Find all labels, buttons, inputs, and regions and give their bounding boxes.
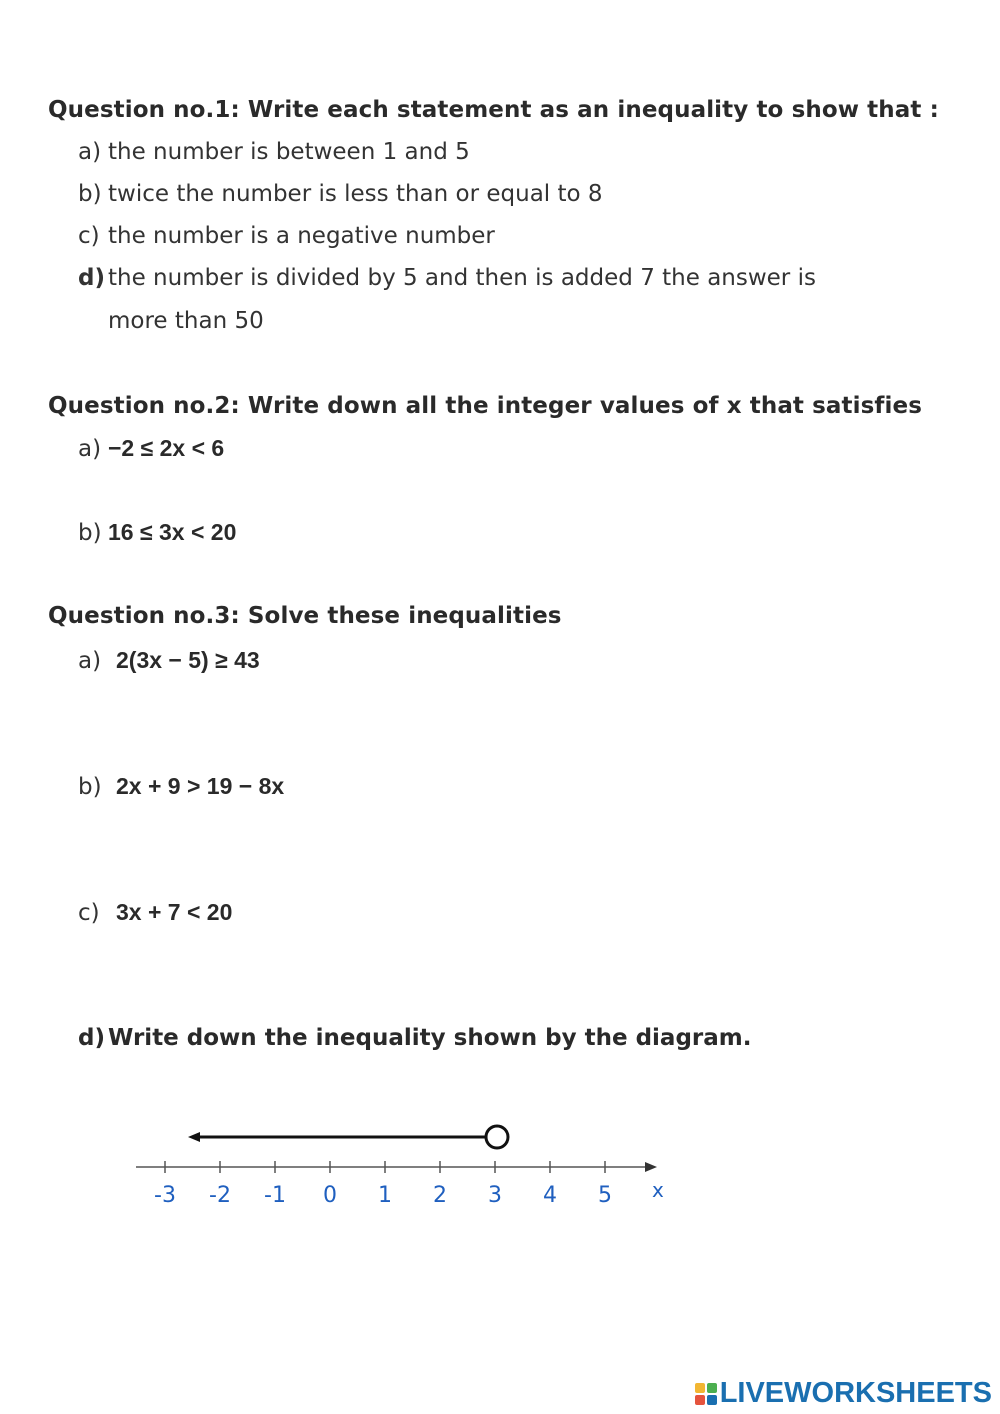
item-label: c) (78, 900, 100, 926)
item-text: 2(3x − 5) ≥ 43 (116, 647, 260, 673)
question-3-heading: Question no.3: Solve these inequalities (48, 603, 562, 629)
tick-label: -3 (154, 1183, 176, 1208)
q2-item-b (78, 519, 236, 546)
item-text: −2 ≤ 2x < 6 (108, 435, 225, 461)
liveworksheets-logo (695, 1377, 992, 1410)
item-label: a) (78, 648, 102, 674)
q1-item-a (78, 139, 470, 165)
item-text: the number is a negative number (108, 223, 495, 249)
item-label: b) (78, 774, 102, 800)
item-label: a) (78, 139, 102, 165)
q1-item-d-continuation: more than 50 (108, 308, 264, 334)
number-line-diagram (130, 1115, 690, 1225)
tick-label: 3 (488, 1183, 502, 1208)
item-label: c) (78, 223, 100, 249)
q3-item-d (78, 1025, 751, 1051)
item-text: 16 ≤ 3x < 20 (108, 519, 237, 545)
item-label: b) (78, 181, 102, 207)
axis-label: x (652, 1178, 664, 1202)
item-label: b) (78, 520, 102, 546)
tick-label: 2 (433, 1183, 447, 1208)
tick-label: 5 (598, 1183, 612, 1208)
ray-arrowhead-left (188, 1132, 200, 1142)
tick-label: -2 (209, 1183, 231, 1208)
q2-item-a (78, 435, 224, 462)
item-label: d) (78, 265, 105, 291)
ticks-group (154, 1161, 612, 1208)
tick-label: 4 (543, 1183, 557, 1208)
question-1-heading: Question no.1: Write each statement as an inequality to show that : (48, 97, 939, 123)
item-text: twice the number is less than or equal to 8 (108, 181, 603, 207)
open-circle-endpoint (486, 1126, 508, 1148)
item-text: 2x + 9 > 19 − 8x (116, 773, 285, 799)
question-2-heading: Question no.2: Write down all the integer values of x that satisfies (48, 393, 922, 419)
q1-item-c (78, 223, 495, 249)
item-text: Write down the inequality shown by the diagram. (108, 1025, 752, 1051)
q3-item-b (78, 773, 284, 800)
item-text: the number is divided by 5 and then is added 7 the answer is (108, 265, 816, 291)
logo-grid-icon (695, 1383, 717, 1405)
item-label: d) (78, 1025, 105, 1051)
item-text: 3x + 7 < 20 (116, 899, 233, 925)
item-text: the number is between 1 and 5 (108, 139, 470, 165)
tick-label: -1 (264, 1183, 286, 1208)
axis-arrowhead-right (645, 1162, 657, 1172)
q1-item-b (78, 181, 603, 207)
q1-item-d (78, 265, 816, 291)
q3-item-a (78, 647, 260, 674)
q3-item-c (78, 899, 232, 926)
tick-label: 1 (378, 1183, 392, 1208)
tick-label: 0 (323, 1183, 337, 1208)
item-label: a) (78, 436, 102, 462)
watermark-text: LIVEWORKSHEETS (719, 1377, 992, 1409)
